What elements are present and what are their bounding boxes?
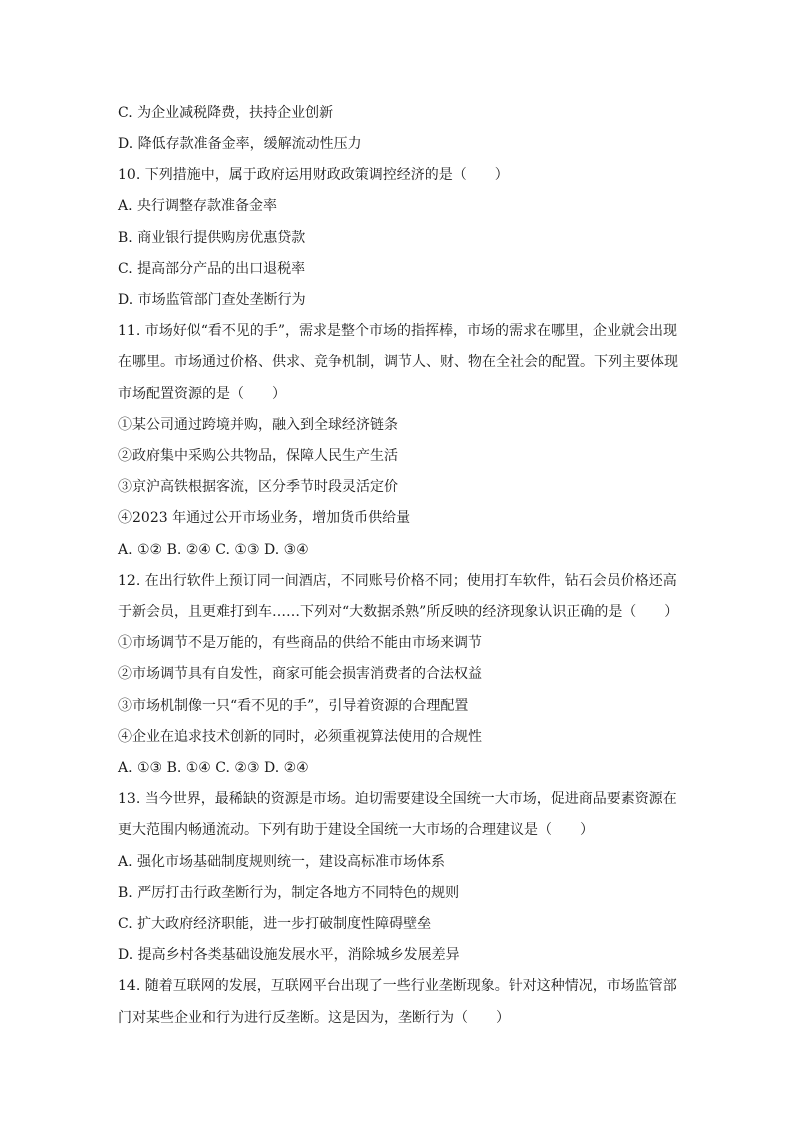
statement-4-q12: ④企业在追求技术创新的同时，必须重视算法使用的合规性 <box>118 729 482 745</box>
option-c-q9: C. 为企业减税降费，扶持企业创新 <box>118 105 334 121</box>
question-11-stem-line3: 市场配置资源的是（ ） <box>118 386 286 402</box>
question-13-stem-line2: 更大范围内畅通流动。下列有助于建设全国统一大市场的合理建议是（ ） <box>118 822 594 838</box>
statement-3-q12: ③市场机制像一只“看不见的手”，引导着资源的合理配置 <box>118 698 469 714</box>
answer-options-q12: A. ①③ B. ①④ C. ②③ D. ②④ <box>118 760 309 776</box>
question-12-stem-line2: 于新会员，且更难打到车……下列对“大数据杀熟”所反映的经济现象认识正确的是（ ） <box>118 604 679 620</box>
statement-3-q11: ③京沪高铁根据客流，区分季节时段灵活定价 <box>118 479 398 495</box>
option-d-q9: D. 降低存款准备金率，缓解流动性压力 <box>118 136 362 152</box>
option-d-q13: D. 提高乡村各类基础设施发展水平，消除城乡发展差异 <box>118 947 460 963</box>
statement-2-q12: ②市场调节具有自发性，商家可能会损害消费者的合法权益 <box>118 666 482 682</box>
option-c-q10: C. 提高部分产品的出口退税率 <box>118 261 306 277</box>
statement-2-q11: ②政府集中采购公共物品，保障人民生产生活 <box>118 448 398 464</box>
question-11-stem-line2: 在哪里。市场通过价格、供求、竞争机制，调节人、财、物在全社会的配置。下列主要体现 <box>118 354 678 370</box>
option-a-q13: A. 强化市场基础制度规则统一，建设高标准市场体系 <box>118 854 446 870</box>
option-b-q10: B. 商业银行提供购房优惠贷款 <box>118 230 306 246</box>
question-13-stem-line1: 13. 当今世界，最稀缺的资源是市场。迫切需要建设全国统一大市场，促进商品要素资源在 <box>118 791 677 807</box>
question-14-stem-line1: 14. 随着互联网的发展，互联网平台出现了一些行业垄断现象。针对这种情况，市场监管部 <box>118 978 677 994</box>
option-b-q13: B. 严厉打击行政垄断行为，制定各地方不同特色的规则 <box>118 885 460 901</box>
answer-options-q11: A. ①② B. ②④ C. ①③ D. ③④ <box>118 542 309 558</box>
question-10-stem: 10. 下列措施中，属于政府运用财政政策调控经济的是（ ） <box>118 167 509 183</box>
question-11-stem-line1: 11. 市场好似“看不见的手”，需求是整个市场的指挥棒，市场的需求在哪里，企业就会出现 <box>118 323 678 339</box>
question-14-stem-line2: 门对某些企业和行为进行反垄断。这是因为，垄断行为（ ） <box>118 1010 510 1026</box>
option-d-q10: D. 市场监管部门查处垄断行为 <box>118 292 306 308</box>
option-a-q10: A. 央行调整存款准备金率 <box>118 198 278 214</box>
option-c-q13: C. 扩大政府经济职能，进一步打破制度性障碍壁垒 <box>118 916 432 932</box>
question-12-stem-line1: 12. 在出行软件上预订同一间酒店，不同账号价格不同；使用打车软件，钻石会员价格还高 <box>118 573 677 589</box>
statement-1-q12: ①市场调节不是万能的，有些商品的供给不能由市场来调节 <box>118 635 482 651</box>
statement-4-q11: ④2023 年通过公开市场业务，增加货币供给量 <box>118 510 411 526</box>
statement-1-q11: ①某公司通过跨境并购，融入到全球经济链条 <box>118 417 398 433</box>
